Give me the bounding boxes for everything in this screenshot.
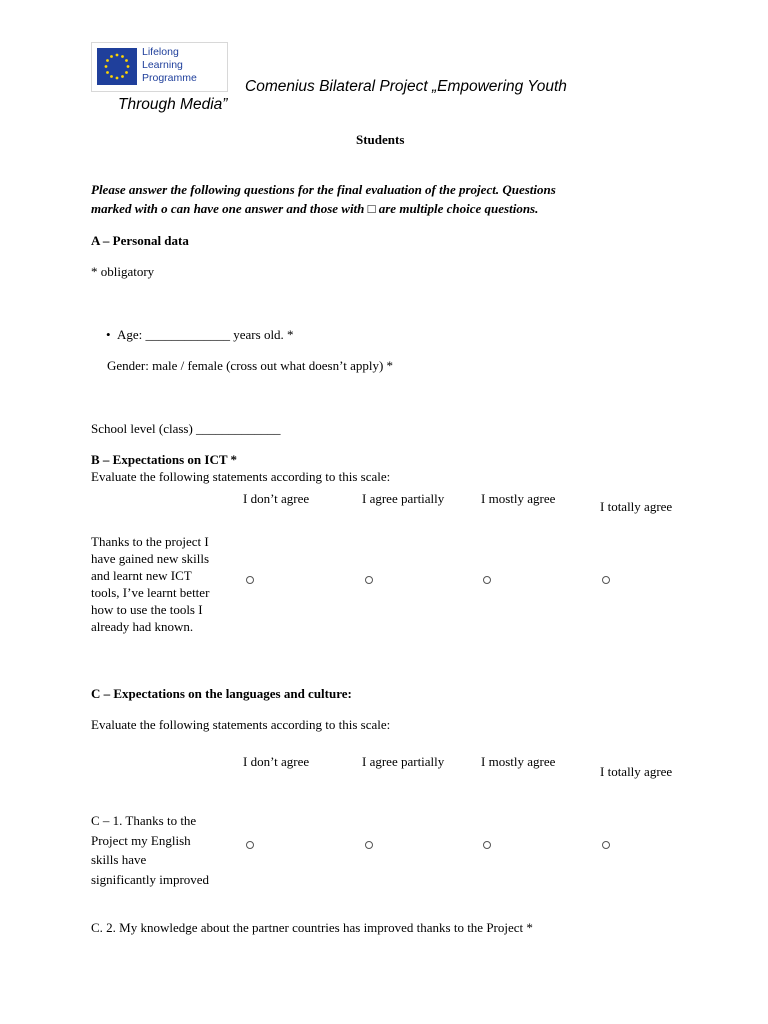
radio-c1-totally-agree[interactable]	[602, 841, 610, 849]
statement-c2: C. 2. My knowledge about the partner countries has improved thanks to the Project *	[91, 920, 533, 935]
statement-line: Thanks to the project I	[91, 534, 209, 549]
radio-c1-mostly-agree[interactable]	[483, 841, 491, 849]
statement-line: how to use the tools I	[91, 602, 203, 617]
scale-label-totally-agree: I totally agree	[600, 499, 673, 514]
scale-label-totally-agree: I totally agree	[600, 764, 673, 779]
section-b-statement	[91, 533, 209, 635]
statement-line: and learnt new ICT	[91, 568, 192, 583]
radio-b-agree-partially[interactable]	[365, 576, 373, 584]
section-c-instruction: Evaluate the following statements according to this scale:	[91, 717, 391, 732]
statement-c1	[91, 811, 209, 889]
section-b-heading: B – Expectations on ICT *	[91, 452, 238, 467]
scale-label-dont-agree: I don’t agree	[243, 754, 310, 769]
radio-b-totally-agree[interactable]	[602, 576, 610, 584]
project-title-line-1: Comenius Bilateral Project „Empowering Youth	[245, 78, 567, 95]
statement-line: tools, I’ve learnt better	[91, 585, 210, 600]
section-a-heading: A – Personal data	[91, 233, 189, 248]
statement-line: already had known.	[91, 619, 194, 634]
scale-label-dont-agree: I don’t agree	[243, 491, 310, 506]
eu-flag-icon	[97, 48, 137, 85]
age-field[interactable]: Age: _____________ years old. *	[117, 327, 294, 342]
statement-line: significantly improved	[91, 871, 210, 887]
scale-label-mostly-agree: I mostly agree	[481, 754, 556, 769]
section-c-heading: C – Expectations on the languages and culture:	[91, 686, 352, 701]
page-title: Students	[356, 132, 405, 147]
scale-label-agree-partially: I agree partially	[362, 754, 445, 769]
radio-c1-dont-agree[interactable]	[246, 841, 254, 849]
logo-text	[142, 46, 197, 85]
statement-line: Project my English	[91, 832, 191, 848]
bullet: •	[106, 327, 111, 342]
statement-line: have gained new skills	[91, 551, 210, 566]
statement-line: skills have	[91, 852, 147, 867]
statement-line: C – 1. Thanks to the	[91, 813, 197, 828]
lifelong-learning-logo	[91, 42, 228, 92]
section-b-instruction: Evaluate the following statements according to this scale:	[91, 469, 391, 484]
scale-label-agree-partially: I agree partially	[362, 491, 445, 506]
logo-line-3: Programme	[142, 72, 197, 84]
radio-b-dont-agree[interactable]	[246, 576, 254, 584]
project-title-line-2: Through Media”	[118, 96, 228, 113]
radio-b-mostly-agree[interactable]	[483, 576, 491, 584]
radio-c1-agree-partially[interactable]	[365, 841, 373, 849]
logo-line-1: Lifelong	[142, 46, 179, 58]
school-level-field[interactable]: School level (class) _____________	[91, 421, 281, 436]
logo-line-2: Learning	[142, 59, 183, 71]
gender-field[interactable]: Gender: male / female (cross out what doesn’t apply) *	[107, 358, 394, 373]
obligatory-note: * obligatory	[91, 264, 155, 279]
instructions-line-1: Please answer the following questions for the final evaluation of the project. Questions	[91, 182, 556, 197]
scale-label-mostly-agree: I mostly agree	[481, 491, 556, 506]
instructions-line-2: marked with o can have one answer and those with □ are multiple choice questions.	[91, 201, 539, 216]
